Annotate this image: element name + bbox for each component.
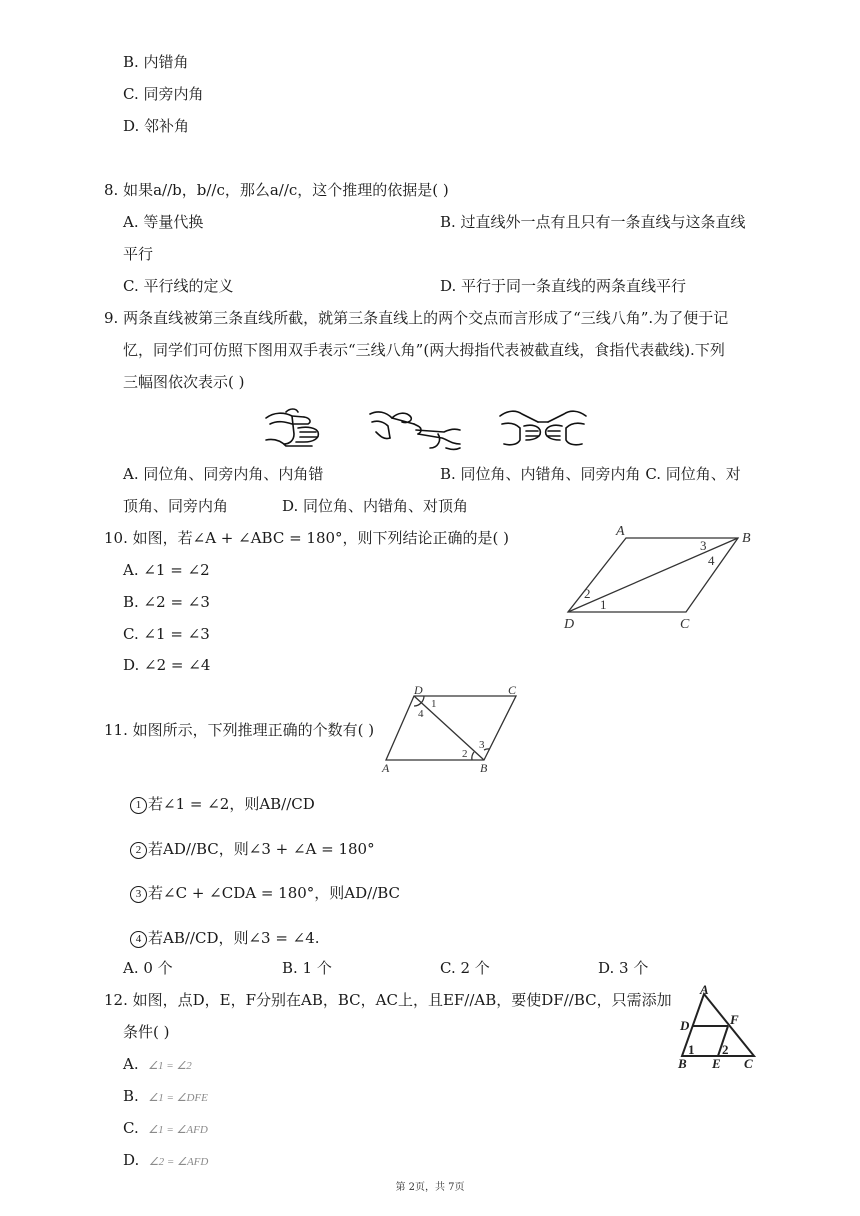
q10-option-d: D. ∠2 = ∠4 bbox=[123, 656, 211, 674]
q12-triangle-figure bbox=[674, 984, 760, 1070]
q10-angle-3: 3 bbox=[700, 538, 707, 553]
q8-stem: 8. 如果a//b，b//c，那么a//c，这个推理的依据是( ) bbox=[104, 181, 449, 199]
page-footer: 第 2页，共 7页 bbox=[395, 1182, 465, 1193]
q9-option-c-continued: 顶角、同旁内角 bbox=[123, 497, 229, 515]
q11-option-d: D. 3 个 bbox=[598, 959, 649, 977]
q9-option-a: A. 同位角、同旁内角、内角错 bbox=[123, 465, 324, 483]
q7-option-c: C. 同旁内角 bbox=[123, 85, 204, 103]
q12-option-b: B. ∠1 = ∠DFE bbox=[123, 1087, 208, 1105]
q11-statement-1: 1 若∠1 = ∠2，则AB//CD bbox=[130, 794, 315, 814]
q11-angle-3: 3 bbox=[479, 739, 485, 751]
q9-stem-line2: 忆，同学们可仿照下图用双手表示“三线八角”(两大拇指代表被截直线，食指代表截线).下列 bbox=[123, 341, 725, 359]
q11-angle-1: 1 bbox=[431, 698, 437, 710]
q7-option-b: B. 内错角 bbox=[123, 53, 189, 71]
q8-option-a: A. 等量代换 bbox=[123, 213, 204, 231]
q9-stem-line1: 9. 两条直线被第三条直线所截，就第三条直线上的两个交点而言形成了“三线八角”.为了便于记 bbox=[104, 309, 729, 327]
q11-label-a: A bbox=[382, 761, 390, 775]
q12-label-f: F bbox=[730, 1012, 739, 1027]
q12-angle-2: 2 bbox=[722, 1042, 729, 1057]
q8-option-b: B. 过直线外一点有且只有一条直线与这条直线 bbox=[440, 213, 746, 231]
q10-label-a: A bbox=[616, 524, 625, 539]
q10-label-c: C bbox=[680, 617, 690, 632]
q10-option-b: B. ∠2 = ∠3 bbox=[123, 593, 210, 611]
q12-label-c: C bbox=[744, 1056, 753, 1071]
q11-angle-4: 4 bbox=[418, 708, 424, 720]
q10-option-c: C. ∠1 = ∠3 bbox=[123, 625, 210, 643]
q12-option-a: A. ∠1 = ∠2 bbox=[123, 1055, 192, 1073]
hand-gesture-figure-2 bbox=[368, 404, 462, 452]
q10-angle-2: 2 bbox=[584, 586, 591, 601]
q11-label-c: C bbox=[508, 683, 517, 697]
q11-label-b: B bbox=[480, 761, 488, 775]
circled-number-4: 4 bbox=[130, 931, 147, 948]
q7-option-d: D. 邻补角 bbox=[123, 117, 190, 135]
hand-gesture-figure-1 bbox=[264, 404, 340, 452]
q11-statement-2: 2 若AD//BC，则∠3 + ∠A = 180° bbox=[130, 839, 375, 859]
q12-label-b: B bbox=[678, 1056, 687, 1071]
q12-label-d: D bbox=[680, 1018, 690, 1033]
q12-stem-line2: 条件( ) bbox=[123, 1023, 170, 1041]
q10-option-a: A. ∠1 = ∠2 bbox=[123, 561, 210, 579]
q9-option-d: D. 同位角、内错角、对顶角 bbox=[282, 497, 469, 515]
q11-statement-4: 4 若AB//CD，则∠3 = ∠4. bbox=[130, 928, 320, 948]
circled-number-2: 2 bbox=[130, 842, 147, 859]
q10-angle-4: 4 bbox=[708, 553, 715, 568]
q8-option-b-continued: 平行 bbox=[123, 245, 154, 263]
circled-number-1: 1 bbox=[130, 797, 147, 814]
circled-number-3: 3 bbox=[130, 886, 147, 903]
q9-stem-line3: 三幅图依次表示( ) bbox=[123, 373, 245, 391]
q10-angle-1: 1 bbox=[600, 597, 607, 612]
q12-option-d: D. ∠2 = ∠AFD bbox=[123, 1151, 209, 1169]
q12-option-c: C. ∠1 = ∠AFD bbox=[123, 1119, 208, 1137]
q11-label-d: D bbox=[414, 683, 423, 697]
hand-gesture-figure-3 bbox=[498, 404, 588, 452]
q11-option-c: C. 2 个 bbox=[440, 959, 490, 977]
q10-label-d: D bbox=[564, 617, 575, 632]
q11-angle-2: 2 bbox=[462, 748, 468, 760]
q12-label-a: A bbox=[700, 982, 709, 997]
q11-option-a: A. 0 个 bbox=[123, 959, 173, 977]
q12-label-e: E bbox=[712, 1056, 721, 1071]
q12-angle-1: 1 bbox=[688, 1042, 695, 1057]
q8-option-d: D. 平行于同一条直线的两条直线平行 bbox=[440, 277, 687, 295]
q10-label-b: B bbox=[742, 531, 751, 546]
q11-option-b: B. 1 个 bbox=[282, 959, 332, 977]
q8-option-c: C. 平行线的定义 bbox=[123, 277, 234, 295]
q10-parallelogram-figure bbox=[560, 520, 760, 632]
q11-parallelogram-figure bbox=[380, 684, 530, 774]
q9-option-b-c: B. 同位角、内错角、同旁内角 C. 同位角、对 bbox=[440, 465, 741, 483]
q11-statement-3: 3 若∠C + ∠CDA = 180°，则AD//BC bbox=[130, 883, 400, 903]
q12-stem-line1: 12. 如图，点D，E，F分别在AB，BC，AC上，且EF//AB，要使DF//BC，只需添加 bbox=[104, 991, 672, 1009]
q10-stem: 10. 如图，若∠A + ∠ABC = 180°，则下列结论正确的是( ) bbox=[104, 529, 510, 547]
q11-stem: 11. 如图所示，下列推理正确的个数有( ) bbox=[104, 721, 375, 739]
